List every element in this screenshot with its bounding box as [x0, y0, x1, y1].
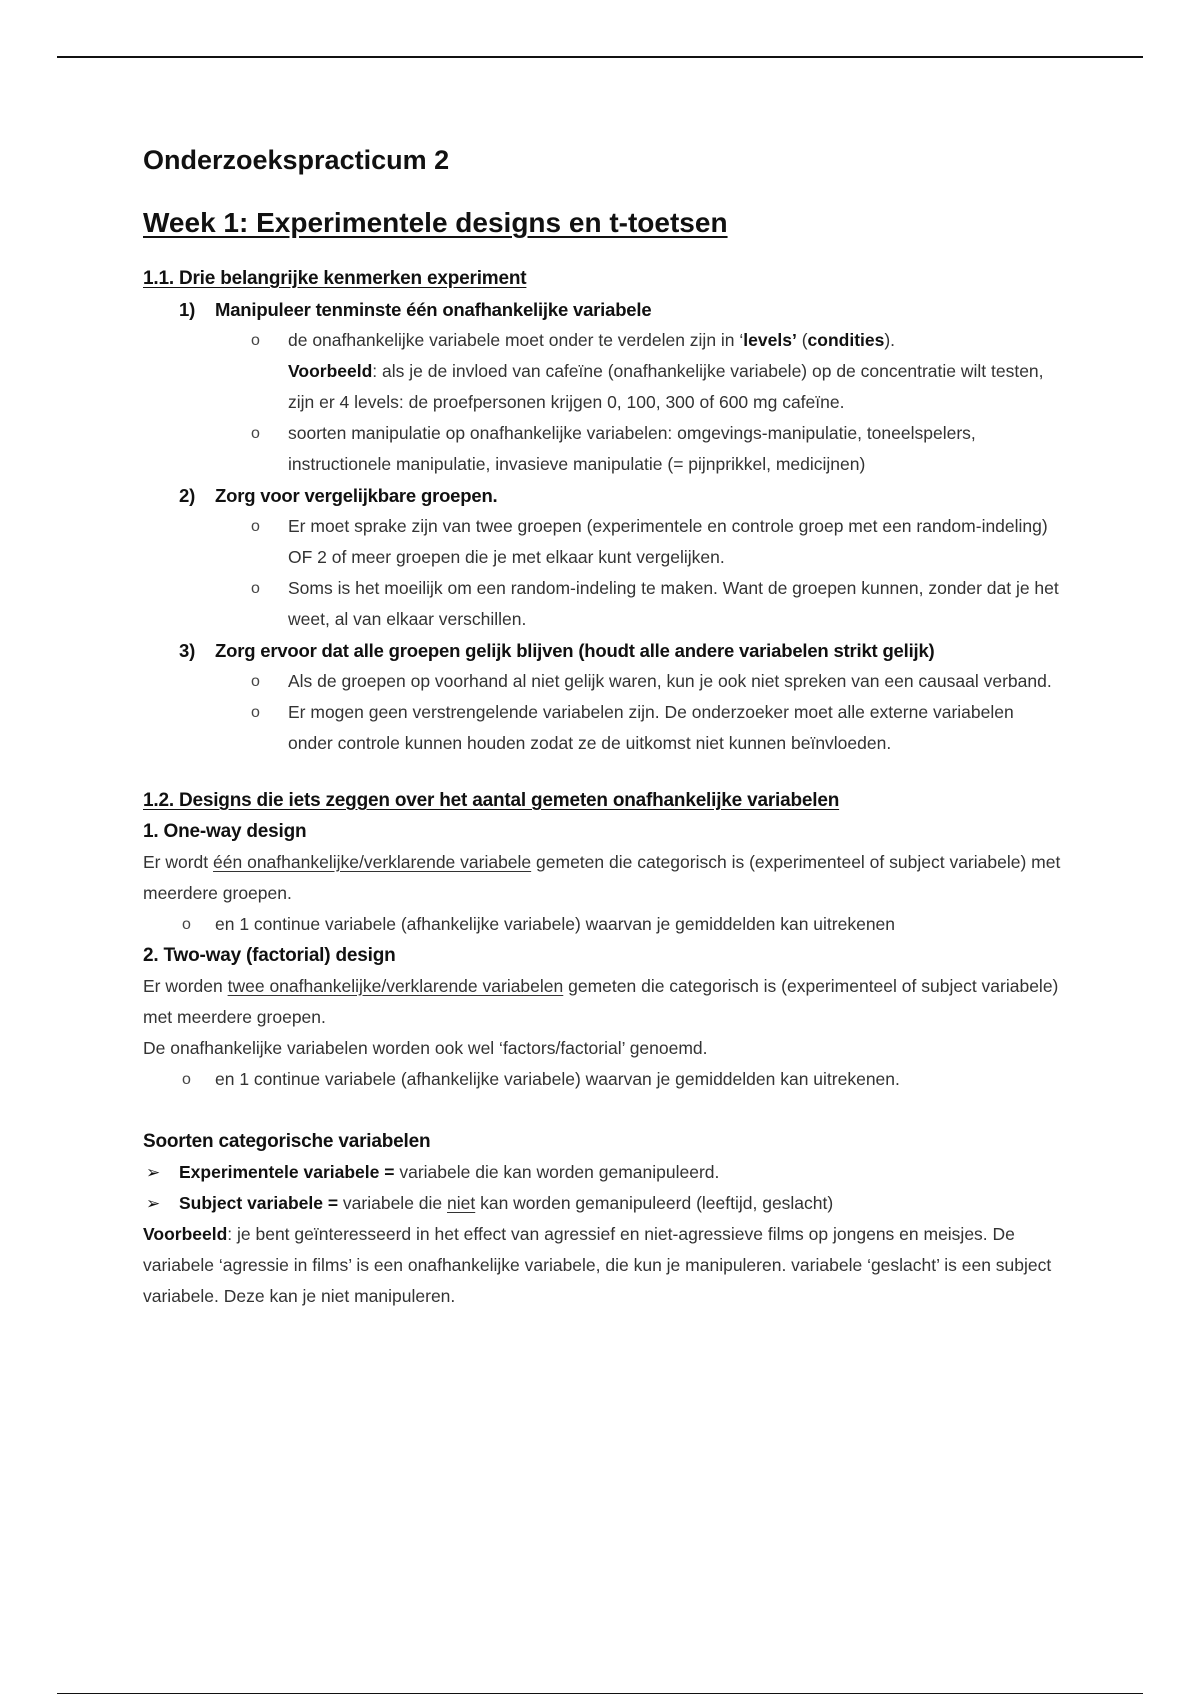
bullet-list	[143, 511, 1063, 635]
text-span: Er wordt	[143, 852, 214, 872]
list-item	[143, 573, 1063, 635]
bullet-text: Er mogen geen verstrengelende variabelen zijn. De onderzoeker moet alle externe variabelen onder controle kunnen houden zodat ze de uitkomst niet kunnen beïnvloeden.	[288, 702, 1014, 753]
text-span: de onafhankelijke variabele moet onder te verdelen zijn in ‘	[288, 330, 744, 350]
item-label: Zorg voor vergelijkbare groepen.	[215, 485, 498, 506]
bullet-text: Soms is het moeilijk om een random-indeling te maken. Want de groepen kunnen, zonder dat je het weet, al van elkaar verschillen.	[288, 578, 1059, 629]
bullet-icon: o	[251, 425, 260, 442]
bold-term: condities	[807, 330, 885, 350]
list-item	[143, 909, 1063, 940]
item-label: Manipuleer tenminste één onafhankelijke variabele	[215, 299, 652, 320]
bullet-list	[143, 666, 1063, 759]
numbered-item-3	[179, 635, 1063, 666]
underlined-term: één onafhankelijke/verklarende variabele	[213, 852, 532, 872]
bullet-icon: o	[182, 916, 191, 933]
numbered-item-2	[179, 480, 1063, 511]
paragraph-two-way	[143, 971, 1063, 1033]
bullet-icon: o	[251, 332, 260, 349]
bullet-text: Als de groepen op voorhand al niet gelijk waren, kun je ook niet spreken van een causaal verband.	[288, 671, 1052, 691]
bold-term: Experimentele variabele =	[179, 1162, 395, 1182]
example-label: Voorbeeld	[143, 1224, 228, 1244]
document-title: Onderzoekspracticum 2	[143, 145, 450, 175]
underlined-term: twee onafhankelijke/verklarende variabelen	[227, 976, 564, 996]
text-span: kan worden gemanipuleerd (leeftijd, geslacht)	[475, 1193, 834, 1213]
text-span: variabele die	[338, 1193, 448, 1213]
section-heading-1-2: 1.2. Designs die iets zeggen over het aantal gemeten onafhankelijke variabelen	[143, 790, 840, 811]
example-label: Voorbeeld	[288, 361, 373, 381]
bullet-text: en 1 continue variabele (afhankelijke variabele) waarvan je gemiddelden kan uitrekenen	[215, 914, 896, 934]
list-item	[143, 325, 1063, 418]
paragraph-example	[143, 1219, 1063, 1312]
item-number: 3)	[179, 640, 196, 661]
paragraph-one-way	[143, 847, 1063, 909]
list-item	[143, 1157, 1063, 1188]
bold-term: Subject variabele =	[179, 1193, 339, 1213]
list-item	[143, 1064, 1063, 1095]
list-item	[143, 666, 1063, 697]
section-heading-1-1: 1.1. Drie belangrijke kenmerken experiment	[143, 268, 527, 289]
bold-term: levels’	[743, 330, 797, 350]
list-item	[143, 697, 1063, 759]
item-number: 1)	[179, 299, 196, 320]
bullet-icon: o	[182, 1071, 191, 1088]
arrow-bullet-icon: ➢	[146, 1163, 161, 1182]
text-span: gemeten die categorisch is (experimenteel of subject variabele) met meerdere groepen.	[143, 852, 1061, 903]
bullet-list	[143, 325, 1063, 480]
week-title: Week 1: Experimentele designs en t-toetsen	[143, 207, 728, 238]
bullet-text: Er moet sprake zijn van twee groepen (experimentele en controle groep met een random-indeling) OF 2 of meer groepen die je met elkaar kunt vergelijken.	[288, 516, 1048, 567]
text-span: gemeten die categorisch is (experimenteel of subject variabele) met meerdere groepen.	[143, 976, 1059, 1027]
item-label: Zorg ervoor dat alle groepen gelijk blijven (houdt alle andere variabelen strikt gelijk)	[215, 640, 935, 661]
arrow-bullet-icon: ➢	[146, 1194, 161, 1213]
bullet-text: soorten manipulatie op onafhankelijke variabelen: omgevings-manipulatie, toneelspelers, instructionele manipulatie, invasieve manipulatie (= pijnprikkel, medicijnen)	[288, 423, 976, 474]
underlined-term: niet	[447, 1193, 476, 1213]
subheading-two-way: 2. Two-way (factorial) design	[143, 945, 396, 966]
bottom-rule	[57, 1693, 1143, 1694]
top-rule	[57, 56, 1143, 58]
list-item	[143, 1188, 1063, 1219]
bullet-icon: o	[251, 704, 260, 721]
text-span: ).	[884, 330, 896, 350]
text-span: Er worden	[143, 976, 228, 996]
subheading-one-way: 1. One-way design	[143, 821, 307, 842]
example-text: : je bent geïnteresseerd in het effect van agressief en niet-agressieve films op jongens en meisjes. De variabele ‘agressie in films’ is een onafhankelijke variabele, die kun je manipuleren. variabele ‘geslacht’ is een subject variabele. Deze kan je niet manipuleren.	[143, 1224, 1052, 1306]
item-number: 2)	[179, 485, 196, 506]
numbered-item-1	[179, 294, 1063, 325]
paragraph-factors: De onafhankelijke variabelen worden ook wel ‘factors/factorial’ genoemd.	[143, 1038, 708, 1058]
bullet-icon: o	[251, 580, 260, 597]
bullet-icon: o	[251, 518, 260, 535]
text-span: variabele die kan worden gemanipuleerd.	[394, 1162, 720, 1182]
document-body	[143, 140, 1063, 1312]
text-span: (	[796, 330, 808, 350]
bullet-text: en 1 continue variabele (afhankelijke variabele) waarvan je gemiddelden kan uitrekenen.	[215, 1069, 900, 1089]
example-text: : als je de invloed van cafeïne (onafhankelijke variabele) op de concentratie wilt testen, zijn er 4 levels: de proefpersonen krijgen 0, 100, 300 of 600 mg cafeïne.	[288, 361, 1044, 412]
subheading-soorten: Soorten categorische variabelen	[143, 1131, 431, 1152]
bullet-icon: o	[251, 673, 260, 690]
list-item	[143, 511, 1063, 573]
list-item	[143, 418, 1063, 480]
